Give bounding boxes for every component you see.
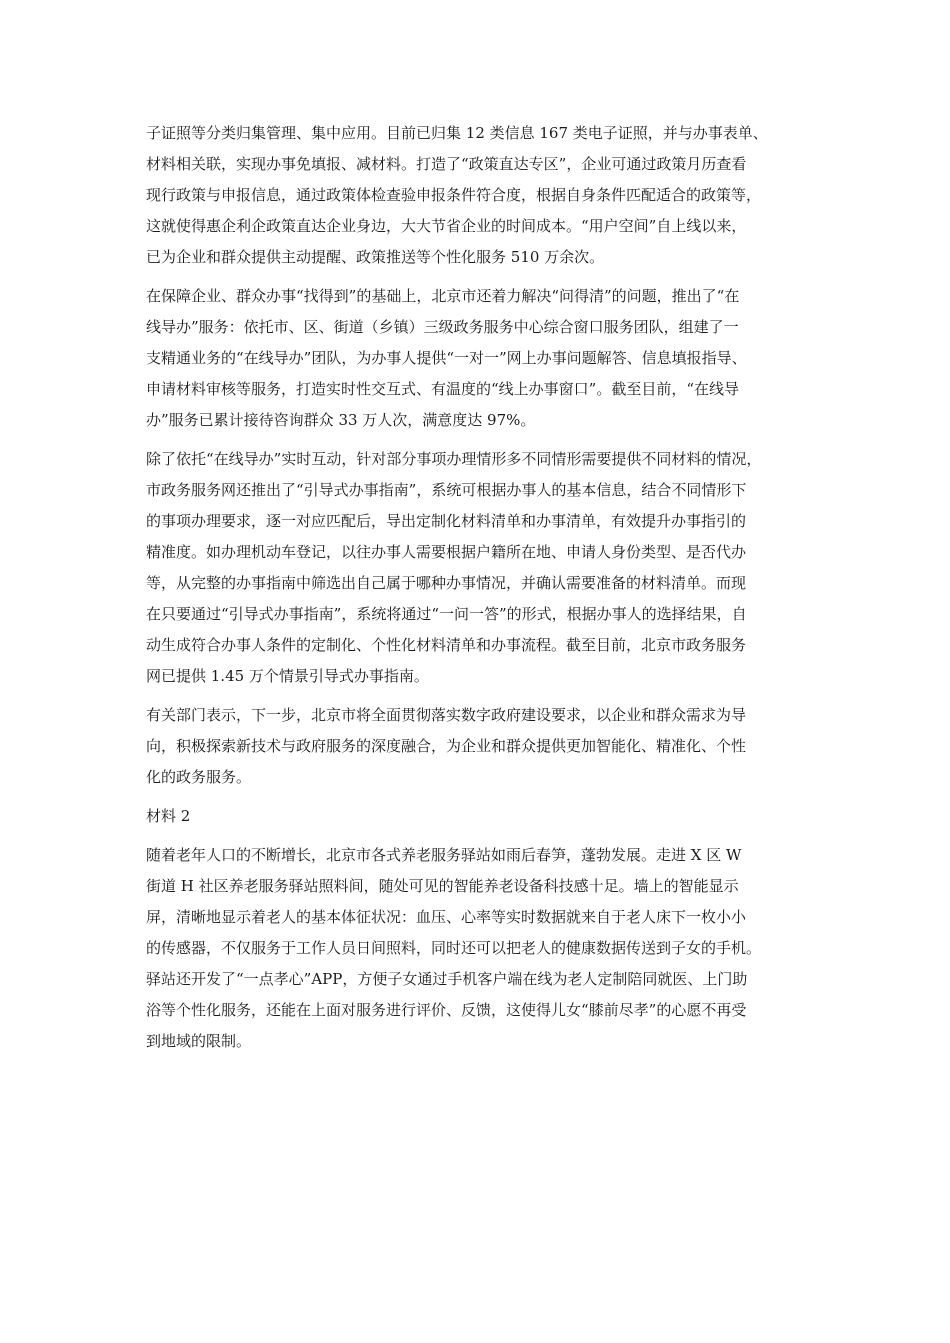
text-line: 精准度。如办理机动车登记，以往办事人需要根据户籍所在地、申请人身份类型、是否代办: [146, 543, 747, 561]
text-line: 在只要通过“引导式办事指南”，系统将通过“一问一答”的形式，根据办事人的选择结果，自: [146, 605, 747, 623]
text-line: 线导办”服务：依托市、区、街道（乡镇）三级政务服务中心综合窗口服务团队，组建了一: [146, 318, 739, 336]
text-line: 浴等个性化服务，还能在上面对服务进行评价、反馈，这使得儿女“膝前尽孝”的心愿不再受: [146, 1001, 747, 1019]
text-line: 到地域的限制。: [146, 1032, 252, 1050]
text-line: 现行政策与申报信息，通过政策体检查验申报条件符合度，根据自身条件匹配适合的政策等，: [146, 186, 762, 204]
text-line: 市政务服务网还推出了“引导式办事指南”，系统可根据办事人的基本信息，结合不同情形下: [146, 481, 747, 499]
paragraph-5: [146, 840, 856, 1057]
text-line: 网已提供 1.45 万个情景引导式办事指南。: [146, 667, 429, 685]
paragraph-2: [146, 281, 856, 436]
text-line: 屏，清晰地显示着老人的基本体征状况：血压、心率等实时数据就来自于老人床下一枚小小: [146, 908, 747, 926]
paragraph-3: [146, 444, 856, 692]
text-line: 这就使得惠企利企政策直达企业身边，大大节省企业的时间成本。“用户空间”自上线以来，: [146, 217, 747, 235]
paragraph-4: [146, 700, 856, 793]
text-line: 有关部门表示，下一步，北京市将全面贯彻落实数字政府建设要求，以企业和群众需求为导: [146, 706, 747, 724]
text-line: 随着老年人口的不断增长，北京市各式养老服务驿站如雨后春笋，蓬勃发展。走进 X 区 W: [146, 846, 742, 864]
text-line: 除了依托“在线导办”实时互动，针对部分事项办理情形多不同情形需要提供不同材料的情况，: [146, 450, 762, 468]
text-line: 申请材料审核等服务，打造实时性交互式、有温度的“线上办事窗口”。截至目前，“在线导: [146, 380, 740, 398]
text-line: 的传感器，不仅服务于工作人员日间照料，同时还可以把老人的健康数据传送到子女的手机。: [146, 939, 762, 957]
section-heading-material-2: [146, 801, 856, 832]
section-heading: 材料 2: [146, 807, 191, 825]
text-line: 材料相关联，实现办事免填报、减材料。打造了“政策直达专区”，企业可通过政策月历查看: [146, 155, 747, 173]
text-line: 街道 H 社区养老服务驿站照料间，随处可见的智能养老设备科技感十足。墙上的智能显示: [146, 877, 739, 895]
text-line: 向，积极探索新技术与政府服务的深度融合，为企业和群众提供更加智能化、精准化、个性: [146, 737, 747, 755]
text-line: 子证照等分类归集管理、集中应用。目前已归集 12 类信息 167 类电子证照，并与办事表单、: [146, 124, 768, 142]
document-body: [146, 118, 856, 1065]
text-line: 办”服务已累计接待咨询群众 33 万人次，满意度达 97%。: [146, 411, 536, 429]
text-line: 在保障企业、群众办事“找得到”的基础上，北京市还着力解决“问得清”的问题，推出了“在: [146, 287, 740, 305]
text-line: 动生成符合办事人条件的定制化、个性化材料清单和办事流程。截至目前，北京市政务服务: [146, 636, 747, 654]
paragraph-1: [146, 118, 856, 273]
text-line: 已为企业和群众提供主动提醒、政策推送等个性化服务 510 万余次。: [146, 248, 605, 266]
text-line: 等，从完整的办事指南中筛选出自己属于哪种办事情况，并确认需要准备的材料清单。而现: [146, 574, 747, 592]
text-line: 化的政务服务。: [146, 768, 252, 786]
text-line: 支精通业务的“在线导办”团队，为办事人提供“一对一”网上办事问题解答、信息填报指导、: [146, 349, 747, 367]
text-line: 的事项办理要求，逐一对应匹配后，导出定制化材料清单和办事清单，有效提升办事指引的: [146, 512, 747, 530]
text-line: 驿站还开发了“一点孝心”APP，方便子女通过手机客户端在线为老人定制陪同就医、上门助: [146, 970, 748, 988]
